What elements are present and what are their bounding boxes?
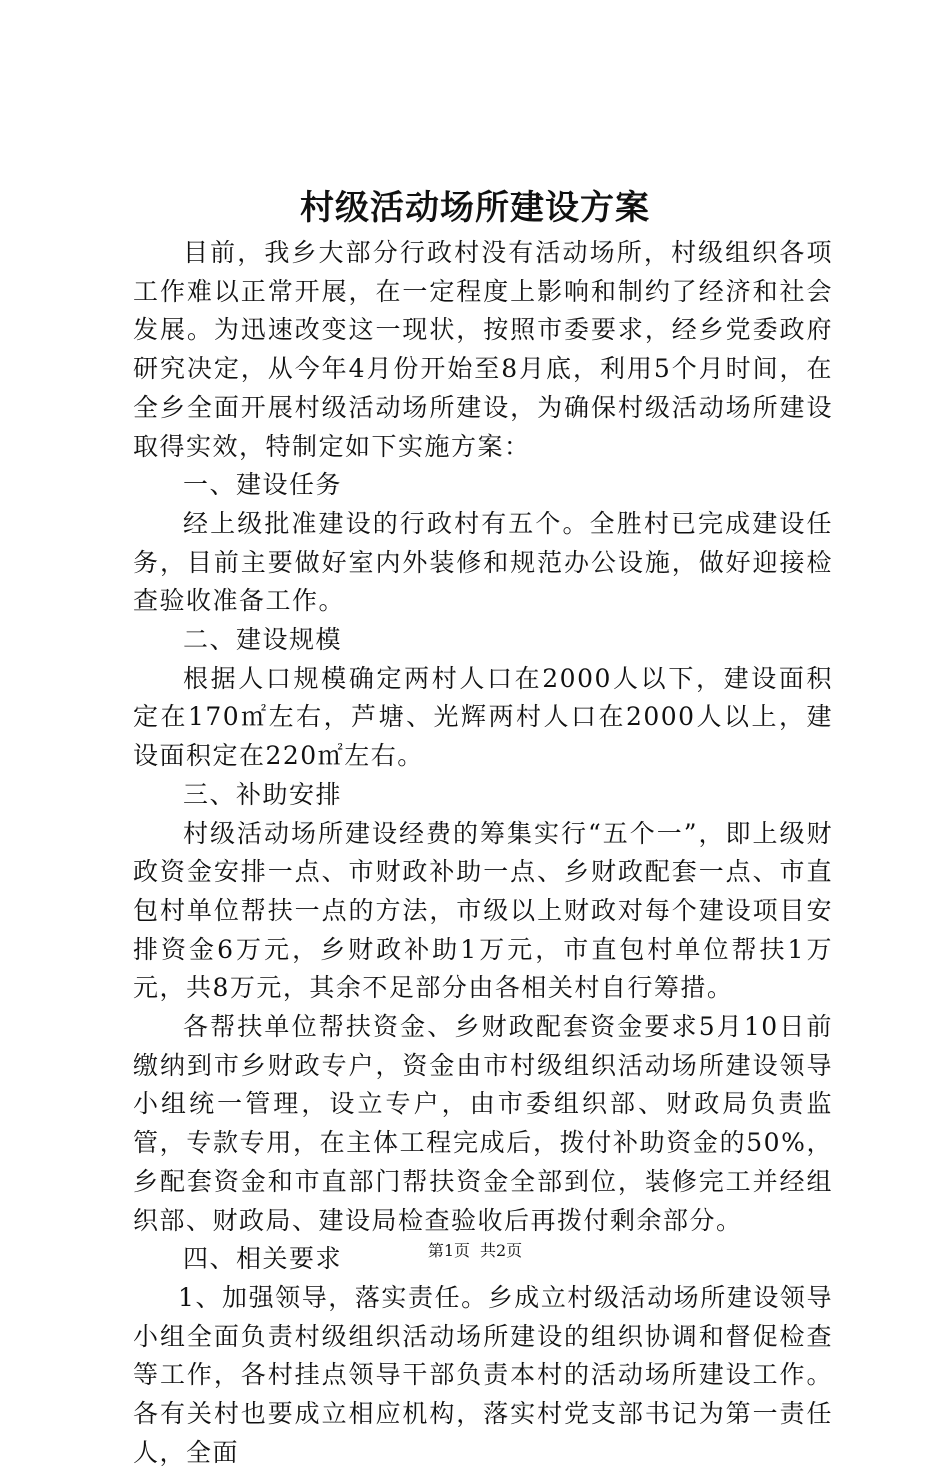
page-number: 第1页 (427, 1241, 470, 1260)
section-3-paragraph-b: 各帮扶单位帮扶资金、乡财政配套资金要求5月10日前缴纳到市乡财政专户，资金由市村级组织活动场所建设领导小组统一管理，设立专户，由市委组织部、财政局负责监管，专款专用，在主体工程完成后，拨付补助资金的50%，乡配套资金和市直部门帮扶资金全部到位，装修完工并经组织部、财政局、建设局检查验收后再拨付剩余部分。 (133, 1012, 833, 1235)
section-heading-3: 三、补助安排 (183, 779, 343, 809)
page-title: 村级活动场所建设方案 (300, 188, 650, 228)
section-heading-1: 一、建设任务 (183, 470, 343, 500)
section-heading-4: 四、相关要求 (183, 1244, 343, 1274)
section-heading-2: 二、建设规模 (183, 625, 343, 655)
page-total: 共2页 (480, 1241, 523, 1260)
section-3-paragraph-a: 村级活动场所建设经费的筹集实行“五个一”，即上级财政资金安排一点、市财政补助一点、乡财政配套一点、市直包村单位帮扶一点的方法，市级以上财政对每个建设项目安排资金6万元，乡财政补助1万元，市直包村单位帮扶1万元，共8万元，其余不足部分由各相关村自行筹措。 (133, 818, 833, 1003)
section-1-paragraph: 经上级批准建设的行政村有五个。全胜村已完成建设任务，目前主要做好室内外装修和规范办公设施，做好迎接检查验收准备工作。 (133, 508, 833, 616)
intro-paragraph: 目前，我乡大部分行政村没有活动场所，村级组织各项工作难以正常开展，在一定程度上影响和制约了经济和社会发展。为迅速改变这一现状，按照市委要求，经乡党委政府研究决定，从今年4月份开始至8月底，利用5个月时间，在全乡全面开展村级活动场所建设，为确保村级活动场所建设取得实效，特制定如下实施方案： (133, 238, 833, 461)
section-4-item-1: 1、加强领导，落实责任。乡成立村级活动场所建设领导小组全面负责村级组织活动场所建设的组织协调和督促检查等工作，各村挂点领导干部负责本村的活动场所建设工作。各有关村也要成立相应机构，落实村党支部书记为第一责任人，全面 (133, 1282, 833, 1467)
section-2-paragraph: 根据人口规模确定两村人口在2000人以下，建设面积定在170㎡左右，芦塘、光辉两村人口在2000人以上，建设面积定在220㎡左右。 (133, 663, 833, 771)
document-body (133, 234, 833, 1473)
page-footer (0, 1240, 950, 1262)
